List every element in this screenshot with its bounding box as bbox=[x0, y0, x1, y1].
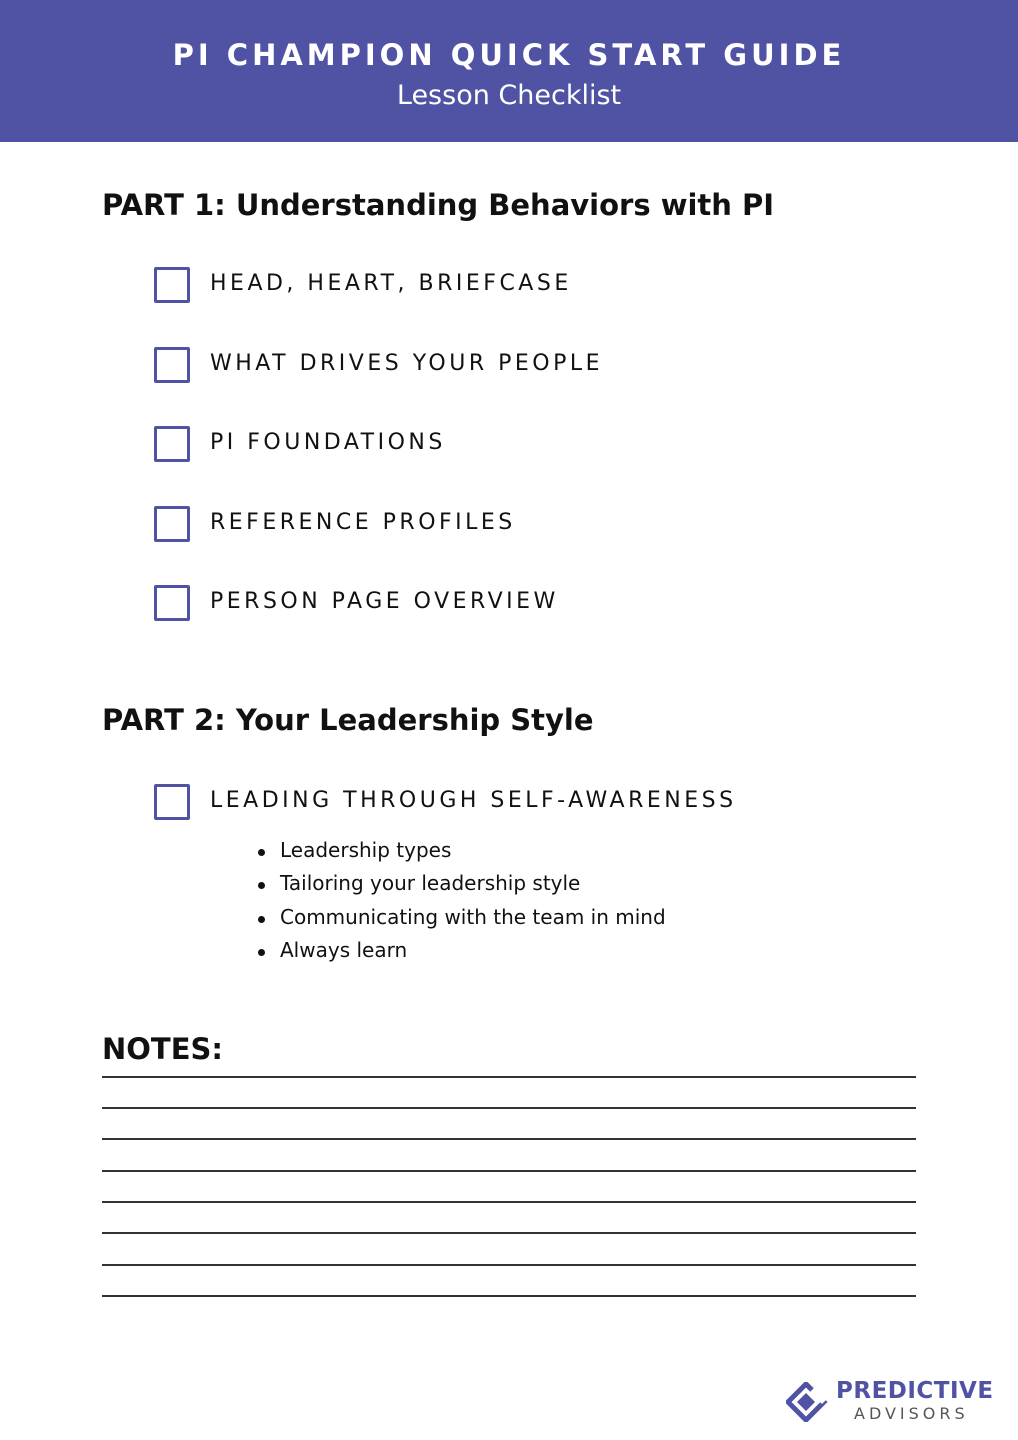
checkbox[interactable] bbox=[154, 347, 190, 383]
notes-line bbox=[102, 1264, 916, 1266]
notes-line bbox=[102, 1076, 916, 1078]
notes-line bbox=[102, 1232, 916, 1234]
checkbox[interactable] bbox=[154, 585, 190, 621]
checkbox[interactable] bbox=[154, 506, 190, 542]
subitem-list bbox=[258, 838, 858, 971]
bullet-icon bbox=[258, 916, 265, 923]
notes-line bbox=[102, 1138, 916, 1140]
checklist-item-pi-foundations[interactable] bbox=[154, 426, 914, 462]
bullet-icon bbox=[258, 849, 265, 856]
list-item-text: Tailoring your leadership style bbox=[280, 871, 581, 896]
checklist-item-person-page-overview[interactable] bbox=[154, 585, 914, 621]
list-item bbox=[258, 871, 858, 904]
checklist-item-label: PERSON PAGE OVERVIEW bbox=[210, 589, 559, 614]
checkbox[interactable] bbox=[154, 426, 190, 462]
checkbox[interactable] bbox=[154, 267, 190, 303]
predictive-advisors-logo bbox=[786, 1378, 1006, 1428]
list-item-text: Leadership types bbox=[280, 838, 452, 862]
bullet-icon bbox=[258, 882, 265, 889]
part2-heading: PART 2: Your Leadership Style bbox=[102, 703, 594, 737]
checklist-item-label: PI FOUNDATIONS bbox=[210, 430, 446, 455]
checklist-item-label: REFERENCE PROFILES bbox=[210, 510, 516, 535]
notes-line bbox=[102, 1295, 916, 1297]
list-item bbox=[258, 838, 858, 871]
notes-line bbox=[102, 1107, 916, 1109]
bullet-icon bbox=[258, 949, 265, 956]
logo-wordmark-bottom: ADVISORS bbox=[854, 1404, 969, 1423]
notes-heading: NOTES: bbox=[102, 1032, 223, 1066]
list-item-text: Always learn bbox=[280, 937, 408, 962]
checklist-item-what-drives-your-people[interactable] bbox=[154, 347, 914, 383]
logo-wordmark-top: PREDICTIVE bbox=[836, 1378, 994, 1404]
checklist-item-head-heart-briefcase[interactable] bbox=[154, 267, 914, 303]
list-item-text: Communicating with the team in mind bbox=[280, 904, 666, 929]
notes-line bbox=[102, 1201, 916, 1203]
diamond-logo-icon bbox=[786, 1382, 830, 1427]
checklist-item-reference-profiles[interactable] bbox=[154, 506, 914, 542]
page-header bbox=[0, 0, 1018, 142]
part1-heading: PART 1: Understanding Behaviors with PI bbox=[102, 188, 775, 222]
list-item bbox=[258, 938, 858, 971]
checklist-item-label: WHAT DRIVES YOUR PEOPLE bbox=[210, 351, 604, 376]
page-title: PI CHAMPION QUICK START GUIDE bbox=[172, 38, 846, 72]
checklist-item-leading-through-self-awareness[interactable] bbox=[154, 784, 914, 820]
checklist-item-label: LEADING THROUGH SELF-AWARENESS bbox=[210, 788, 737, 813]
checklist-item-label: HEAD, HEART, BRIEFCASE bbox=[210, 271, 572, 296]
notes-line bbox=[102, 1170, 916, 1172]
checkbox[interactable] bbox=[154, 784, 190, 820]
list-item bbox=[258, 905, 858, 938]
page-subtitle: Lesson Checklist bbox=[396, 80, 622, 111]
